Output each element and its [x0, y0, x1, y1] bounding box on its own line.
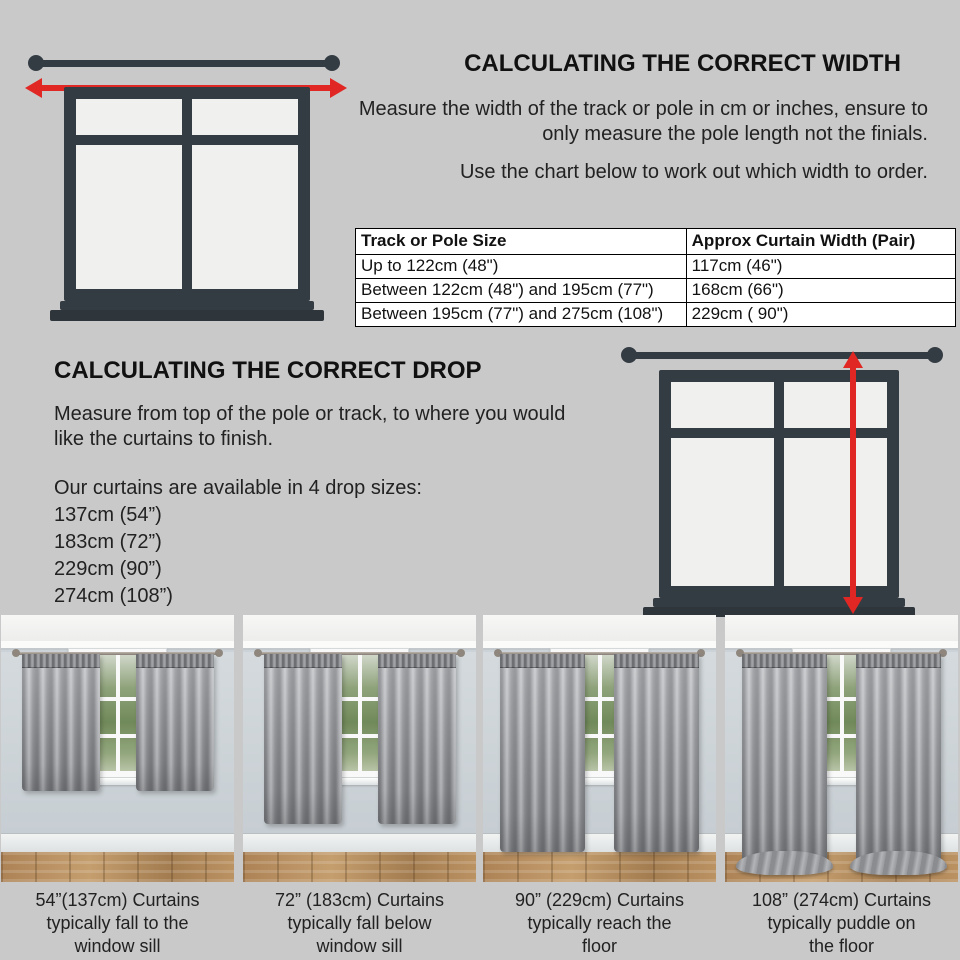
window-frame: [64, 87, 310, 301]
window-sill: [653, 598, 905, 607]
window-pane: [192, 145, 298, 289]
curtain-right: [378, 654, 456, 824]
window-sill-base: [50, 310, 324, 321]
drop-size-item: 137cm (54”): [54, 504, 162, 526]
photo-curtains-below-sill: [243, 615, 476, 882]
width-measure-diagram: [20, 45, 350, 335]
photo-curtains-floor-length: [483, 615, 716, 882]
caption-floor-length: [483, 889, 716, 958]
window-pane: [784, 382, 887, 428]
size-table: [355, 228, 956, 327]
window-pane: [671, 382, 774, 428]
curtain-left: [500, 654, 585, 852]
size-table-header-pole: Track or Pole Size: [356, 229, 687, 255]
curtain-pole: [629, 352, 933, 359]
drop-sizes-intro: Our curtains are available in 4 drop sizes:: [54, 477, 422, 499]
ceiling: [725, 615, 958, 641]
drop-double-arrow-icon: [843, 351, 863, 614]
photo-curtains-sill-length: [1, 615, 234, 882]
skirting-board: [1, 833, 234, 852]
wood-floor: [483, 852, 716, 882]
table-cell: Up to 122cm (48"): [356, 255, 687, 279]
width-section-heading: CALCULATING THE CORRECT WIDTH: [464, 50, 901, 77]
window-pane: [76, 145, 182, 289]
photo-curtains-puddle-length: [725, 615, 958, 882]
curtain-right: [614, 654, 699, 852]
skirting-board: [243, 833, 476, 852]
curtain-left: [22, 654, 100, 791]
ceiling: [243, 615, 476, 641]
drop-section-heading: CALCULATING THE CORRECT DROP: [54, 357, 482, 384]
window-pane: [784, 438, 887, 586]
caption-below-sill: [243, 889, 476, 958]
caption-line: window sill: [74, 936, 161, 956]
curtain-left: [264, 654, 342, 824]
pole-finial-left-icon: [28, 55, 44, 71]
caption-puddle-length: [725, 889, 958, 958]
caption-line: typically fall below: [287, 913, 432, 933]
pole-finial-right-icon: [927, 347, 943, 363]
ceiling: [483, 615, 716, 641]
table-cell: Between 122cm (48") and 195cm (77"): [356, 279, 687, 303]
table-cell: 117cm (46"): [686, 255, 955, 279]
pole-finial-left-icon: [12, 649, 20, 657]
caption-sill-length: [1, 889, 234, 958]
size-table-header-width: Approx Curtain Width (Pair): [686, 229, 955, 255]
width-chart-note: Use the chart below to work out which width to order.: [459, 161, 928, 183]
caption-line: typically fall to the: [46, 913, 189, 933]
drop-instructions: Measure from top of the pole or track, to where you would like the curtains to finish.: [54, 403, 566, 450]
pole-finial-right-icon: [215, 649, 223, 657]
window-pane: [671, 438, 774, 586]
caption-line: 108” (274cm) Curtains: [751, 890, 932, 910]
caption-line: 90” (229cm) Curtains: [514, 890, 685, 910]
drop-size-item: 183cm (72”): [54, 531, 162, 553]
curtain-left: [742, 654, 827, 866]
size-table-header-row: [356, 229, 956, 255]
caption-line: typically puddle on: [767, 913, 916, 933]
table-cell: 229cm ( 90"): [686, 303, 955, 327]
wood-floor: [1, 852, 234, 882]
curtain-pole: [36, 60, 332, 67]
window-sill: [60, 301, 314, 310]
window-pane: [76, 99, 182, 135]
pole-finial-left-icon: [254, 649, 262, 657]
curtain-right: [856, 654, 941, 866]
drop-size-item: 229cm (90”): [54, 558, 162, 580]
drop-sizes-list: [54, 475, 474, 610]
table-cell: Between 195cm (77") and 275cm (108"): [356, 303, 687, 327]
caption-line: 54”(137cm) Curtains: [35, 890, 200, 910]
caption-line: the floor: [808, 936, 875, 956]
wood-floor: [243, 852, 476, 882]
table-row: [356, 255, 956, 279]
width-instructions: Measure the width of the track or pole in cm or inches, ensure to only measure the pole length not the finials.: [358, 98, 928, 145]
drop-measure-diagram: [615, 342, 950, 617]
caption-line: window sill: [316, 936, 403, 956]
table-cell: 168cm (66"): [686, 279, 955, 303]
drop-size-item: 274cm (108”): [54, 585, 173, 607]
caption-line: floor: [581, 936, 617, 956]
pole-finial-left-icon: [621, 347, 637, 363]
caption-line: typically reach the: [527, 913, 672, 933]
window-frame: [659, 370, 899, 598]
curtain-right: [136, 654, 214, 791]
pole-finial-right-icon: [324, 55, 340, 71]
pole-finial-right-icon: [457, 649, 465, 657]
caption-line: 72” (183cm) Curtains: [274, 890, 445, 910]
ceiling: [1, 615, 234, 641]
table-row: [356, 303, 956, 327]
table-row: [356, 279, 956, 303]
window-pane: [192, 99, 298, 135]
